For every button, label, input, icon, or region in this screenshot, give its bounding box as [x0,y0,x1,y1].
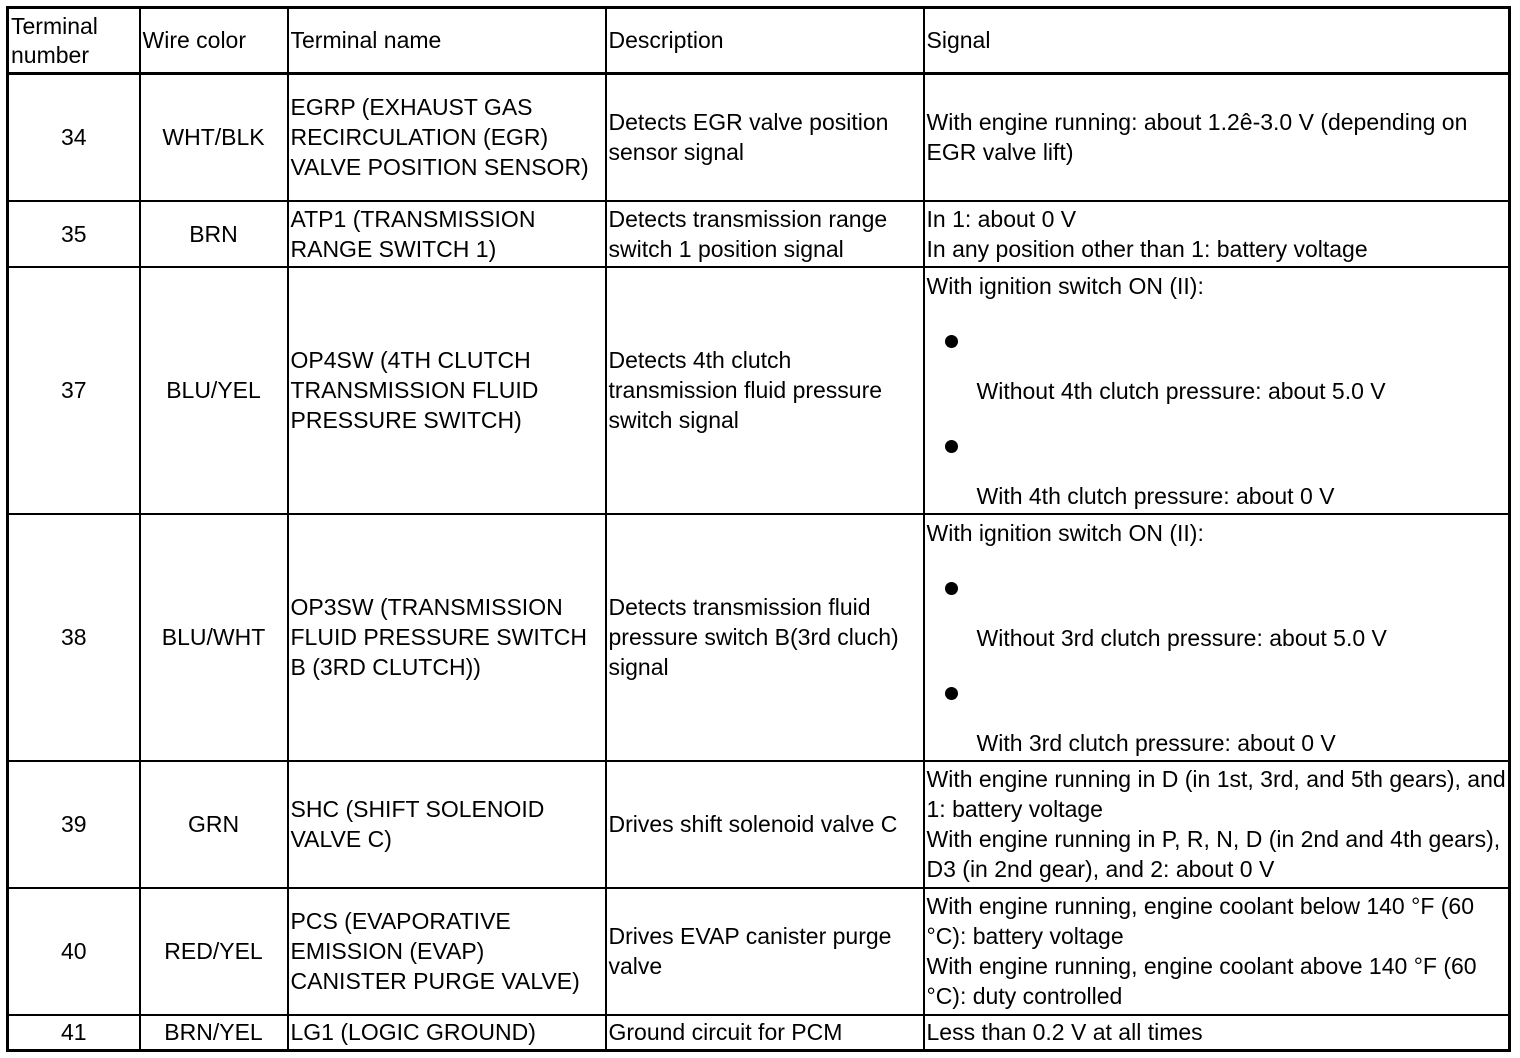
signal-line: With engine running: about 1.2ê-3.0 V (depending on EGR valve lift) [926,109,1468,166]
description: Drives shift solenoid valve C [606,761,924,888]
signal-bullet [927,301,1507,406]
header-signal: Signal [924,8,1510,74]
signal [924,761,1510,888]
table-row [8,761,1510,888]
signal-line: In any position other than 1: battery voltage [926,235,1368,262]
bullet-icon [945,582,958,595]
bullet-icon [945,335,958,348]
terminal-number: 40 [8,888,140,1015]
description: Ground circuit for PCM [606,1015,924,1051]
signal [924,267,1510,514]
description: Detects transmission fluid pressure switch B(3rd cluch) signal [606,514,924,761]
wire-color: GRN [140,761,288,888]
table-row [8,201,1510,267]
terminal-name: EGRP (EXHAUST GAS RECIRCULATION (EGR) VALVE POSITION SENSOR) [288,74,606,201]
bullet-text: Without 3rd clutch pressure: about 5.0 V [976,624,1387,651]
wire-color: RED/YEL [140,888,288,1015]
header-wire-color: Wire color [140,8,288,74]
signal-intro: With ignition switch ON (II): [926,272,1204,299]
signal-bullet [927,548,1507,653]
signal-line: With engine running, engine coolant above 140 °F (60 °C): duty controlled [926,953,1477,1009]
terminal-number: 41 [8,1015,140,1051]
signal-intro: With ignition switch ON (II): [926,519,1204,546]
terminal-name: ATP1 (TRANSMISSION RANGE SWITCH 1) [288,201,606,267]
signal-line: With engine running, engine coolant below 140 °F (60 °C): battery voltage [926,893,1474,949]
bullet-icon [945,687,958,700]
description: Drives EVAP canister purge valve [606,888,924,1015]
bullet-icon [945,440,958,453]
terminal-table [6,6,1511,1052]
table-row [8,888,1510,1015]
signal-line: With engine running in P, R, N, D (in 2nd and 4th gears), D3 (in 2nd gear), and 2: about 0 V [926,826,1501,882]
description: Detects 4th clutch transmission fluid pressure switch signal [606,267,924,514]
signal-bullet [927,406,1507,511]
description: Detects EGR valve position sensor signal [606,74,924,201]
terminal-number: 39 [8,761,140,888]
wire-color: BRN [140,201,288,267]
wire-color: BLU/WHT [140,514,288,761]
table-row [8,514,1510,761]
terminal-name: SHC (SHIFT SOLENOID VALVE C) [288,761,606,888]
header-description: Description [606,8,924,74]
header-terminal-name: Terminal name [288,8,606,74]
terminal-name: LG1 (LOGIC GROUND) [288,1015,606,1051]
terminal-name: OP4SW (4TH CLUTCH TRANSMISSION FLUID PRESSURE SWITCH) [288,267,606,514]
wire-color: WHT/BLK [140,74,288,201]
signal-line: Less than 0.2 V at all times [926,1019,1203,1046]
terminal-number: 38 [8,514,140,761]
table-row [8,267,1510,514]
bullet-text: Without 4th clutch pressure: about 5.0 V [976,377,1386,404]
signal [924,74,1510,201]
signal [924,201,1510,267]
signal [924,514,1510,761]
signal-bullet [927,653,1507,758]
bullet-text: With 3rd clutch pressure: about 0 V [976,729,1336,756]
wire-color: BLU/YEL [140,267,288,514]
signal [924,888,1510,1015]
description: Detects transmission range switch 1 position signal [606,201,924,267]
signal-line: In 1: about 0 V [926,205,1077,232]
header-terminal-number: Terminal number [8,8,140,74]
bullet-text: With 4th clutch pressure: about 0 V [976,482,1335,509]
terminal-number: 37 [8,267,140,514]
wire-color: BRN/YEL [140,1015,288,1051]
signal-line: With engine running in D (in 1st, 3rd, and 5th gears), and 1: battery voltage [926,766,1506,822]
header-row [8,8,1510,74]
terminal-name: PCS (EVAPORATIVE EMISSION (EVAP) CANISTER PURGE VALVE) [288,888,606,1015]
signal [924,1015,1510,1051]
table-row [8,74,1510,201]
terminal-number: 35 [8,201,140,267]
terminal-number: 34 [8,74,140,201]
table-row [8,1015,1510,1051]
terminal-name: OP3SW (TRANSMISSION FLUID PRESSURE SWITCH B (3RD CLUTCH)) [288,514,606,761]
